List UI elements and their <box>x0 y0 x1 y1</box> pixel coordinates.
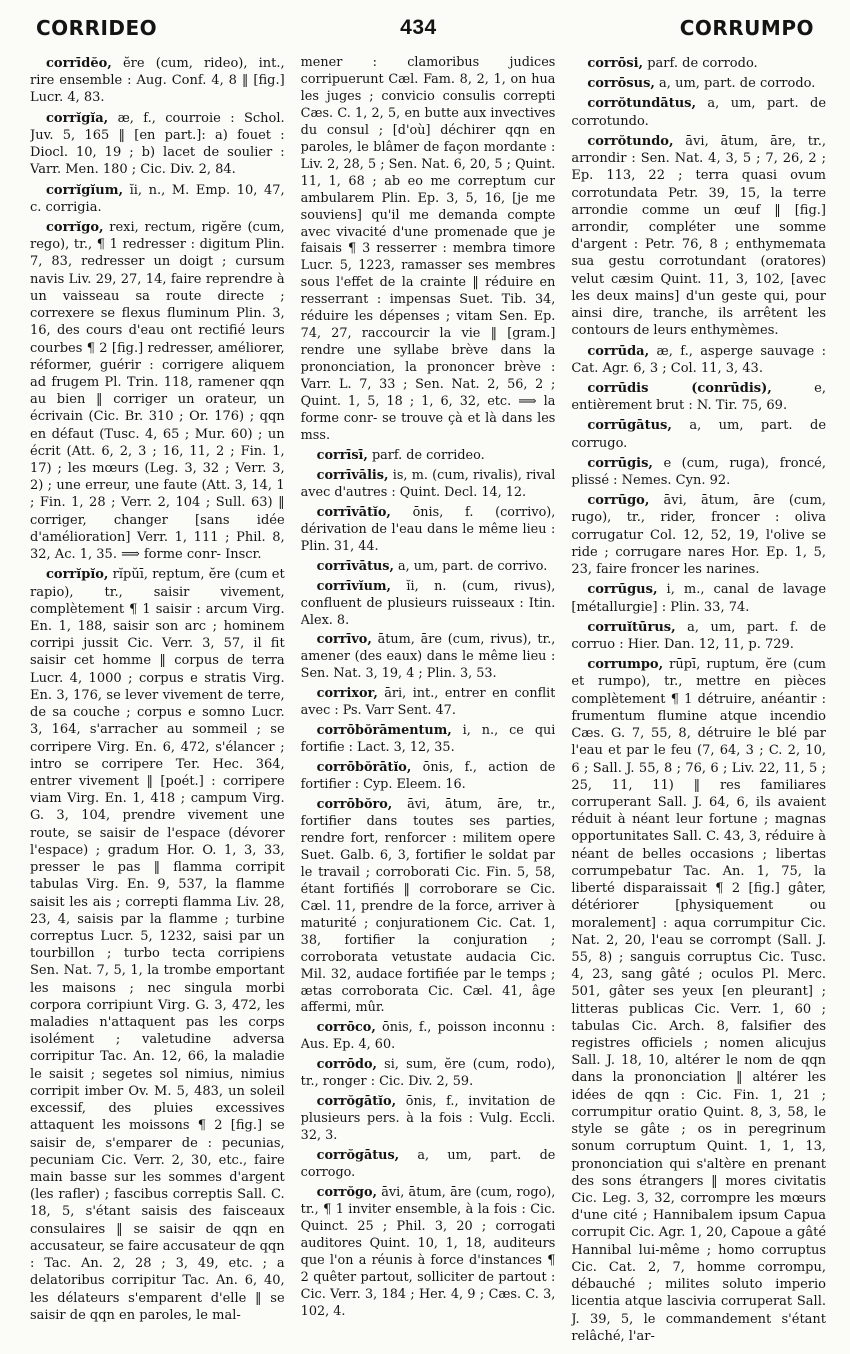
entry-definition: ōnis, f., invitation de plusieurs pers. à la fois : Vulg. Eccli. 32, 3. <box>300 1094 556 1144</box>
entry-definition: a, um, part. f. de corruo : Hier. Dan. 12, 11, p. 729. <box>571 619 827 652</box>
entry-definition: si, sum, ĕre (cum, rodo), tr., ronger : Cic. Div. 2, 59. <box>300 1057 556 1090</box>
entry-headword: corrōbŏrātĭo, <box>316 760 412 776</box>
dictionary-entry <box>571 656 826 1345</box>
dictionary-entry <box>301 505 556 556</box>
entry-headword: corrixor, <box>316 686 378 702</box>
entry-definition: a, um, part. de corrogo. <box>300 1148 556 1181</box>
dictionary-entry <box>571 75 826 92</box>
dictionary-entry <box>301 723 556 757</box>
entry-headword: corrōbŏrāmentum, <box>316 723 452 739</box>
entry-headword: corrĭpĭo, <box>46 567 109 583</box>
dictionary-entry <box>301 55 556 445</box>
entry-definition: a, um, part. de corrugo. <box>571 418 827 451</box>
entry-definition: rūpī, ruptum, ĕre (cum et rumpo), tr., mettre en pièces complètement ¶ 1 détruire, anéantir : frumentum flumine atque incendio Cæs. G. 7, 55, 8, détruire le blé par l'eau et par le feu (7, 64, 3 ; C. 2, 10, 6 ; Sall. J. 55, 8 ; 76, 6 ; Liv. 22, 11, 5 ; 25, 11, 11) ‖ res familiares corruperant Sall. J. 64, 6, ils avaient réduit à néant leur fortune ; magnas opportunitates Sall. C. 43, 3, réduire à néant de belles occasions ; libertas corrumpebatur Tac. An. 1, 75, la liberté disparaissait ¶ 2 [fig.] gâter, détériorer [physiquement ou moralement] : aqua corrumpitur Cic. Nat. 2, 20, l'eau se corrompt (Sall. J. 55, 8) ; sanguis corruptus Cic. Tusc. 4, 23, sang gâté ; oculos Pl. Merc. 501, gâter ses yeux [en pleurant] ; litteras publicas Cic. Verr. 1, 60 ; tabulas Cic. Arch. 8, falsifier des registres officiels ; nomen alicujus Sall. J. 18, 10, altérer le nom de qqn dans la prononciation ‖ altérer les idées de qqn : Cic. Fin. 1, 21 ; corrumpitur oratio Quint. 8, 3, 58, le style se gâte ; os in peregrinum sonum corruptum Quint. 1, 1, 13, prononciation qui s'altère en prenant des sons étrangers ‖ mores civitatis Cic. Leg. 3, 32, corrompre les mœurs d'une cité ; Hannibalem ipsum Capua corrupit Cic. Agr. 1, 20, Capoue a gâté Hannibal lui-même ; homo corruptus Cic. Cat. 2, 7, homme corrompu, débauché ; milites soluto imperio licentia atque lascivia corruperat Sall. J. 39, 5, le commandement s'étant relâché, l'ar- <box>571 657 827 1344</box>
dictionary-entry <box>571 619 826 653</box>
dictionary-entry <box>301 579 556 630</box>
entry-definition: ōnis, f., action de fortifier : Cyp. Eleem. 16. <box>300 760 556 793</box>
entry-headword: corrūgis, <box>587 455 653 471</box>
entry-headword: corrīvĭum, <box>316 578 391 594</box>
dictionary-entry <box>30 55 285 107</box>
entry-definition: rexi, rectum, rigĕre (cum, rego), tr., ¶ 1 redresser : digitum Plin. 7, 83, redresser un doigt ; cursum navis Liv. 29, 27, 14, faire reprendre à un vaisseau sa route directe ; correxere se flexus fluminum Plin. 3, 16, des cours d'eau ont rectifié leurs courbes ¶ 2 [fig.] redresser, améliorer, réformer, guérir : corrigere aliquem ad frugem Pl. Trin. 118, ramener qqn au bien ‖ corriger un orateur, un écrivain (Cic. Br. 310 ; Or. 176) ; qqn en défaut (Tusc. 4, 65 ; Mur. 60) ; un écrit (Att. 6, 2, 3 ; 16, 11, 2 ; Fin. 1, 17) ; les mœurs (Leg. 3, 32 ; Verr. 3, 2) ; une erreur, une faute (Att. 3, 14, 1 ; Fin. 1, 28 ; Verr. 2, 104 ; Sull. 63) ‖ corriger, changer [sans idée d'amélioration] Verr. 1, 111 ; Phil. 8, 32, Ac. 1, 35. ⟹ forme conr- Inscr. <box>30 219 285 563</box>
entry-definition: āri, int., entrer en conflit avec : Ps. Varr Sent. 47. <box>300 686 556 719</box>
dictionary-entry <box>301 632 556 683</box>
dictionary-entry <box>571 343 826 377</box>
dictionary-entry <box>301 1148 556 1182</box>
running-head-right: CORRUMPO <box>679 16 814 40</box>
entry-definition: a, um, part. de corrotundo. <box>571 96 827 129</box>
dictionary-entry <box>571 380 826 414</box>
entry-definition: ōnis, f., poisson inconnu : Aus. Ep. 4, 60. <box>300 1020 556 1053</box>
entry-definition: āvi, ātum, āre (cum, rugo), tr., rider, froncer : oliva corrugatur Col. 12, 52, 19, l'olive se ride ; corrugare nares Hor. Ep. 1, 5, 23, faire froncer les narines. <box>571 493 827 578</box>
entry-definition: rĭpŭī, reptum, ĕre (cum et rapio), tr., saisir vivement, complètement ¶ 1 saisir : arcum Virg. En. 1, 188, saisir son arc ; hominem corripi jussit Cic. Verr. 3, 57, il fit saisir cet homme ‖ corpus de terra Lucr. 4, 1000 ; corpus e stratis Virg. En. 3, 176, se lever vivement de terre, de sa couche ; corpus e somno Lucr. 3, 164, s'arracher au sommeil ; se corripere Virg. En. 6, 472, s'élancer ; intro se corripere Ter. Hec. 364, entrer vivement ‖ [poét.] : corripere viam Virg. En. 1, 418 ; campum Virg. G. 3, 104, prendre vivement une route, se saisir de l'espace (dévorer l'espace) ; gradum Hor. O. 1, 3, 33, presser le pas ‖ flamma corripit tabulas Virg. En. 9, 537, la flamme saisit les ais ; correpti flamma Liv. 28, 23, 4, saisis par la flamme ; turbine correptus Lucr. 5, 1232, saisi par un tourbillon ; turbo tecta corripiens Sen. Nat. 7, 5, 1, la trombe emportant les maisons ; nec singula morbi corpora corripiunt Virg. G. 3, 472, les maladies n'attaquent pas les corps isolément ; valetudine adversa corripitur Tac. An. 12, 66, la maladie le saisit ; segetes sol nimius, nimius corripit imber Ov. M. 5, 483, un soleil excessif, des pluies excessives attaquent les moissons ¶ 2 [fig.] se saisir de, s'emparer de : pecunias, pecuniam Cic. Verr. 2, 30, etc., faire main basse sur les sommes d'argent (les rafler) ; fascibus correptis Sall. C. 18, 5, s'étant saisis des faisceaux consulaires ‖ se saisir de qqn en accusateur, se faire accusateur de qqn : Tac. An. 2, 28 ; 3, 49, etc. ; a delatoribus corripitur Tac. An. 6, 40, les délateurs s'emparent d'elle ‖ se saisir de qqn en paroles, le mal- <box>30 567 285 1323</box>
dictionary-entry <box>301 448 556 465</box>
dictionary-entry <box>571 55 826 72</box>
dictionary-entry <box>30 182 285 216</box>
entry-definition: a, um, part. de corrivo. <box>393 558 548 574</box>
entry-definition: ĭi, n., M. Emp. 10, 47, c. corrigia. <box>30 182 285 215</box>
entry-headword: corrōdo, <box>316 1057 377 1073</box>
entry-headword: corrūda, <box>587 343 650 359</box>
page-number: 434 <box>400 16 437 39</box>
dictionary-entry <box>301 686 556 720</box>
entry-headword: corrŏgātĭo, <box>316 1094 397 1110</box>
entry-definition: parf. de corrideo. <box>367 447 485 463</box>
entry-headword: corrōsi, <box>587 56 644 71</box>
entry-headword: corrīvātus, <box>316 558 394 574</box>
entry-definition: i, m., canal de lavage [métallurgie] : Plin. 33, 74. <box>571 582 827 615</box>
entry-definition: a, um, part. de corrodo. <box>654 76 816 92</box>
entry-definition: i, n., ce qui fortifie : Lact. 3, 12, 35. <box>300 723 556 756</box>
entry-headword: corrŏgo, <box>316 1185 377 1200</box>
entry-definition: ōnis, f. (corrivo), dérivation de l'eau dans le même lieu : Plin. 31, 44. <box>300 504 556 554</box>
text-columns <box>30 55 826 1350</box>
entry-definition: āvi, ātum, āre, tr., arrondir : Sen. Nat. 4, 3, 5 ; 7, 26, 2 ; Ep. 113, 22 ; terra quasi ovum corrotundata Petr. 39, 15, la terre arrondie comme un œuf ‖ [fig.] arrondir, compléter une somme d'argent : Petr. 76, 8 ; enthymemata sua gestu corrotundant (oratores) velut cæsim Quint. 11, 3, 102, [avec les deux mains] d'un geste qui, pour ainsi dire, tranche, ils arrêtent les contours de leurs enthymèmes. <box>571 133 827 339</box>
dictionary-entry <box>571 417 826 451</box>
entry-headword: corrōsus, <box>587 76 655 92</box>
entry-definition: æ, f., courroie : Schol. Juv. 5, 165 ‖ [en part.]: a) fouet : Diocl. 10, 19 ; b) lacet de soulier : Varr. Men. 180 ; Cic. Div. 2, 84. <box>30 110 285 178</box>
entry-headword: corrūgus, <box>587 582 658 598</box>
entry-definition: āvi, ātum, āre (cum, rogo), tr., ¶ 1 inviter ensemble, à la fois : Cic. Quinct. 25 ; Phil. 3, 20 ; corrogati auditores Quint. 10, 1, 18, auditeurs que l'on a réunis à force d'instances ¶ 2 quêter partout, solliciter de partout : Cic. Verr. 3, 184 ; Her. 4, 9 ; Cæs. C. 3, 102, 4. <box>300 1185 556 1319</box>
entry-headword: corrumpo, <box>587 657 664 673</box>
entry-definition: æ, f., asperge sauvage : Cat. Agr. 6, 3 ; Col. 11, 3, 43. <box>571 343 827 376</box>
entry-headword: corrūgo, <box>587 493 650 509</box>
entry-headword: corrūgātus, <box>587 418 672 434</box>
dictionary-entry <box>301 468 556 502</box>
entry-definition: e (cum, ruga), froncé, plissé : Nemes. Cyn. 92. <box>571 455 827 489</box>
dictionary-entry <box>571 95 826 129</box>
dictionary-entry <box>30 566 285 1324</box>
entry-definition: e, entièrement brut : N. Tir. 75, 69. <box>571 380 827 414</box>
entry-headword: corrīsī, <box>316 447 368 463</box>
entry-headword: corrŏgātus, <box>316 1148 400 1164</box>
entry-headword: corrĭgĭum, <box>46 182 123 198</box>
entry-headword: corrīvātĭo, <box>316 504 391 520</box>
page-header <box>36 10 814 46</box>
dictionary-entry <box>571 492 826 578</box>
entry-definition: ātum, āre (cum, rivus), tr., amener (des eaux) dans le même lieu : Sen. Nat. 3, 19, 4 ; Plin. 3, 53. <box>300 632 556 682</box>
entry-headword: corrĭgo, <box>46 219 104 235</box>
entry-definition: ĕre (cum, rideo), int., rire ensemble : Aug. Conf. 4, 8 ‖ [fig.] Lucr. 4, 83. <box>30 56 285 106</box>
dictionary-entry <box>571 133 826 340</box>
entry-headword: corrīdĕo, <box>46 56 112 71</box>
entry-headword: corrŏtundo, <box>587 133 674 149</box>
entry-headword: corrīvo, <box>316 632 372 648</box>
entry-headword: corrōbŏro, <box>316 797 393 813</box>
dictionary-entry <box>30 110 285 179</box>
dictionary-entry <box>301 1057 556 1091</box>
entry-definition: ĭi, n. (cum, rivus), confluent de plusieurs ruisseaux : Itin. Alex. 8. <box>300 578 556 628</box>
entry-headword: corrōco, <box>316 1020 376 1036</box>
dictionary-entry <box>301 797 556 1017</box>
entry-headword: corrīvālis, <box>316 467 389 483</box>
column-2 <box>301 55 556 1350</box>
entry-definition: parf. de corrodo. <box>643 56 758 71</box>
entry-definition: is, m. (cum, rivalis), rival avec d'autres : Quint. Decl. 14, 12. <box>300 467 556 500</box>
dictionary-entry <box>301 760 556 794</box>
entry-headword: corrŏtundātus, <box>587 96 697 112</box>
entry-definition: āvi, ātum, āre, tr., fortifier dans toutes ses parties, rendre fort, renforcer : militem opere Suet. Galb. 6, 3, fortifier le soldat par le travail ; corroborati Cic. Fin. 5, 58, étant fortifiés ‖ corroborare se Cic. Cæl. 11, prendre de la force, arriver à maturité ; conjurationem Cic. Cat. 1, 38, fortifier la conjuration ; corroborata vetustate audacia Cic. Mil. 32, audace fortifiée par le temps ; ætas corroborata Cic. Cæl. 41, âge affermi, mûr. <box>300 797 556 1016</box>
column-3 <box>571 55 826 1350</box>
dictionary-entry <box>571 581 826 615</box>
entry-headword: corrūdis (conrūdis), <box>587 380 772 396</box>
entry-headword: corruĭtūrus, <box>587 619 676 635</box>
dictionary-entry <box>301 1020 556 1054</box>
dictionary-entry <box>301 1094 556 1145</box>
dictionary-entry <box>30 219 285 563</box>
dictionary-entry <box>301 559 556 576</box>
entry-headword: corrĭgĭa, <box>46 110 109 126</box>
column-1 <box>30 55 285 1350</box>
dictionary-entry <box>571 455 826 489</box>
entry-definition: mener : clamoribus judices corripuerunt Cæl. Fam. 8, 2, 1, on hua les juges ; convicio consulis correpti Cæs. C. 1, 2, 5, en butte aux invectives du consul ; [d'où] déchirer qqn en paroles, le blâmer de façon mordante : Liv. 2, 28, 5 ; Sen. Nat. 6, 20, 5 ; Quint. 11, 1, 68 ; ab eo me correptum cur ambularem Plin. Ep. 3, 5, 16, [je me souviens] qu'il me demanda compte avec vivacité d'une promenade que je faisais ¶ 3 resserrer : membra timore Lucr. 5, 1223, ramasser ses membres sous l'effet de la crainte ‖ réduire en resserrant : impensas Suet. Tib. 34, réduire les dépenses ; vitam Sen. Ep. 74, 27, raccourcir la vie ‖ [gram.] rendre une syllabe brève dans la prononciation, la prononcer brève : Varr. L. 7, 33 ; Sen. Nat. 2, 56, 2 ; Quint. 1, 5, 18 ; 1, 6, 32, etc. ⟹ la forme conr- se trouve çà et là dans les mss. <box>300 55 556 443</box>
dictionary-entry <box>301 1185 556 1321</box>
running-head-left: CORRIDEO <box>36 16 158 40</box>
